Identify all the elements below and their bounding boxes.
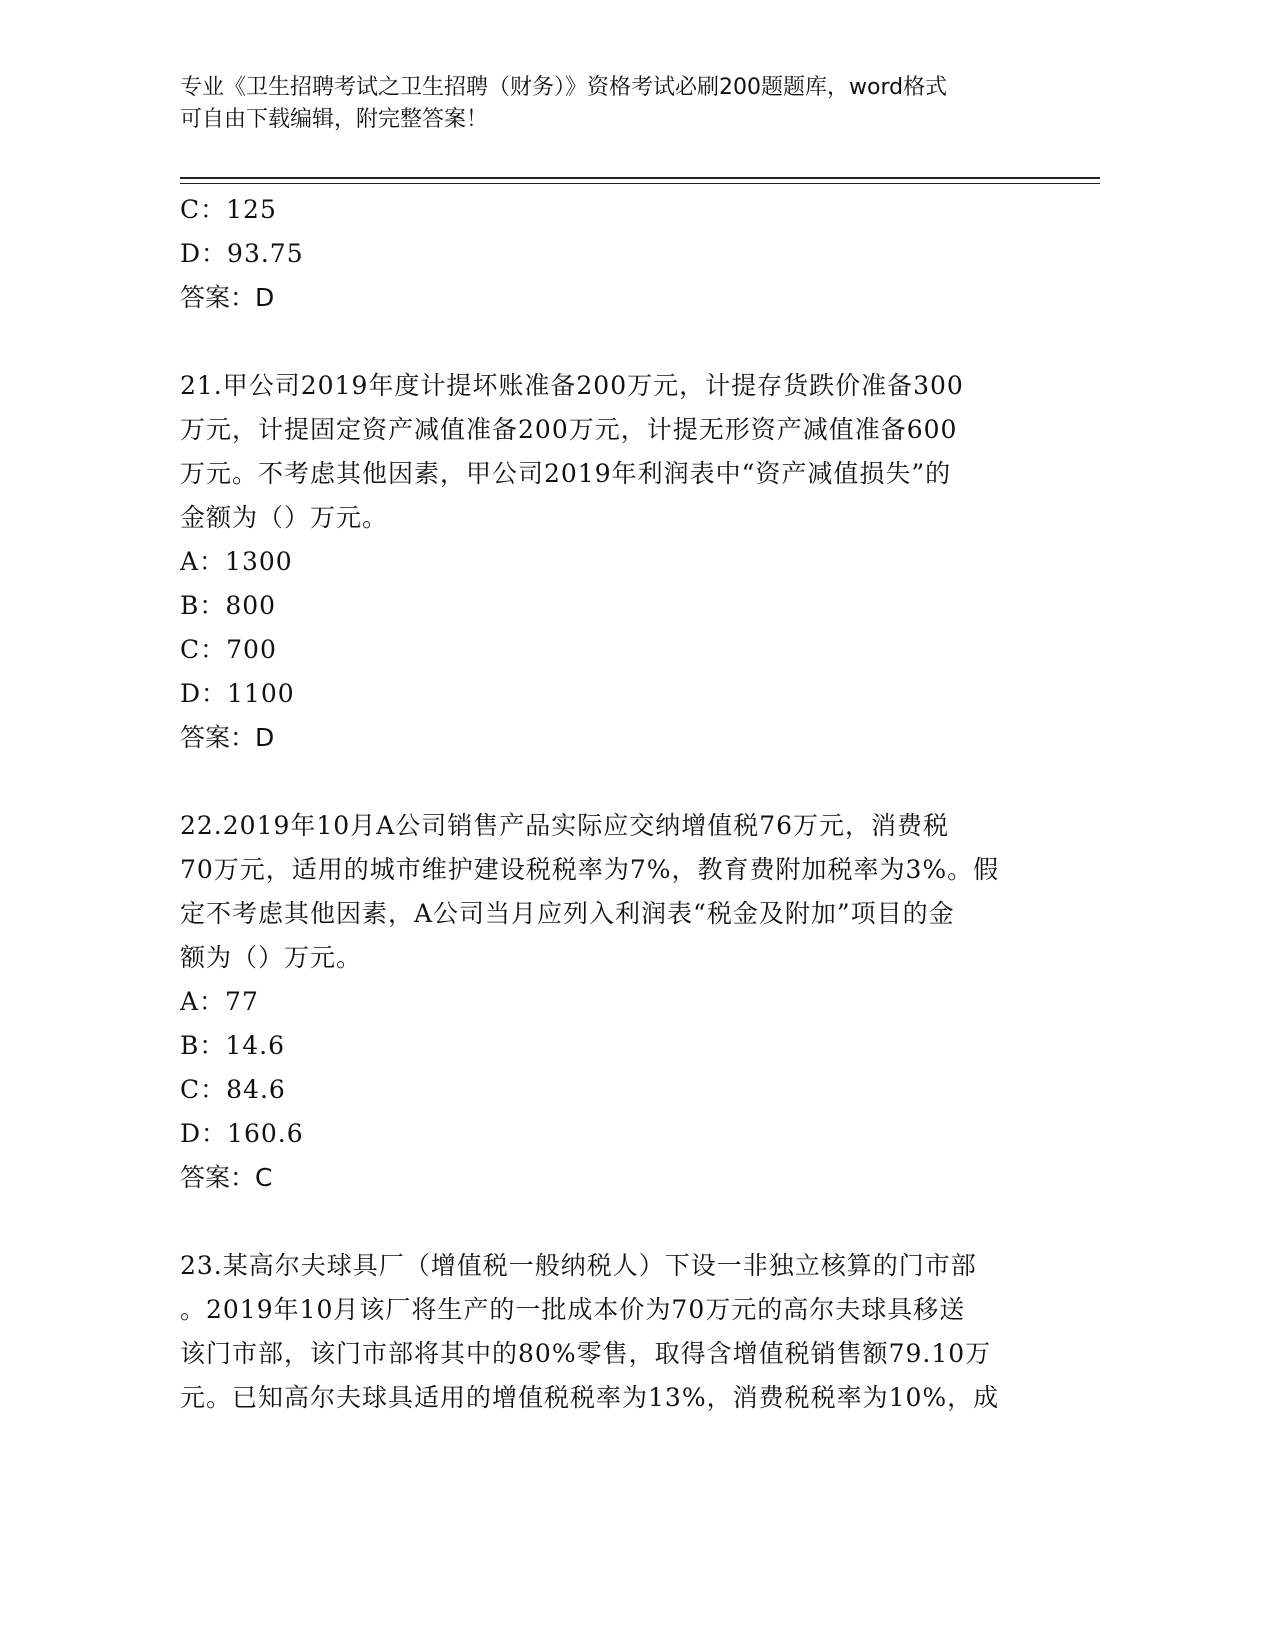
option-d: D：93.75	[180, 239, 304, 268]
option-c: C：84.6	[180, 1075, 286, 1104]
question-text-line: 22.2019年10月A公司销售产品实际应交纳增值税76万元，消费税	[180, 811, 950, 840]
question-text-line: 该门市部，该门市部将其中的80%零售，取得含增值税销售额79.10万	[180, 1339, 992, 1368]
question-text-line: 23.某高尔夫球具厂（增值税一般纳税人）下设一非独立核算的门市部	[180, 1251, 977, 1280]
question-text-line: 70万元，适用的城市维护建设税税率为7%，教育费附加税率为3%。假	[180, 855, 1000, 884]
header-line-1: 专业《卫生招聘考试之卫生招聘（财务）》资格考试必刷200题题库，word格式	[180, 75, 948, 100]
option-b: B：14.6	[180, 1031, 286, 1060]
option-a: A：77	[180, 987, 259, 1016]
option-a: A：1300	[180, 547, 293, 576]
question-20-tail	[180, 188, 1060, 320]
question-text-line: 21.甲公司2019年度计提坏账准备200万元，计提存货跌价准备300	[180, 371, 964, 400]
header-divider-thin	[180, 183, 1100, 184]
header-line-2: 可自由下载编辑，附完整答案！	[180, 107, 489, 132]
question-text-line: 额为（）万元。	[180, 943, 363, 972]
question-text-line: 元。已知高尔夫球具适用的增值税税率为13%，消费税税率为10%，成	[180, 1383, 1000, 1412]
question-text-line: 。2019年10月该厂将生产的一批成本价为70万元的高尔夫球具移送	[180, 1295, 966, 1324]
answer-line: 答案：D	[180, 723, 275, 752]
page-header	[180, 72, 1080, 136]
option-b: B：800	[180, 591, 277, 620]
question-text-line: 定不考虑其他因素，A公司当月应列入利润表“税金及附加”项目的金	[180, 899, 955, 928]
question-22	[180, 804, 1060, 1200]
question-21	[180, 364, 1060, 760]
option-d: D：160.6	[180, 1119, 304, 1148]
answer-line: 答案：D	[180, 283, 275, 312]
question-23	[180, 1244, 1060, 1420]
question-text-line: 金额为（）万元。	[180, 503, 389, 532]
question-text-line: 万元。不考虑其他因素，甲公司2019年利润表中“资产减值损失”的	[180, 459, 952, 488]
option-d: D：1100	[180, 679, 295, 708]
answer-line: 答案：C	[180, 1163, 273, 1192]
question-text-line: 万元，计提固定资产减值准备200万元，计提无形资产减值准备600	[180, 415, 958, 444]
option-c: C：700	[180, 635, 277, 664]
document-body	[180, 188, 1060, 1420]
header-divider-thick	[180, 177, 1100, 179]
option-c: C：125	[180, 195, 277, 224]
